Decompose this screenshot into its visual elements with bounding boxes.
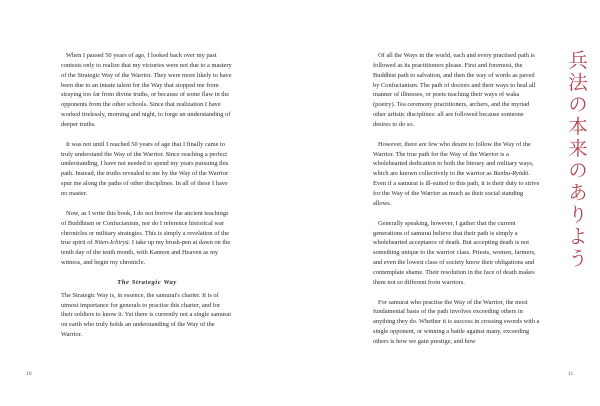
paragraph-text: . Even if a samurai is ill-suited to this path, it is their duty to strive for the Way of the Warrior as much as their social standing allows.: [373, 170, 540, 207]
paragraph-text: . I take up my brush-pen at dawn on the tenth day of the tenth month, with Kannon and Heaven as my witness, and begin my chronicle.: [61, 239, 231, 267]
vertical-japanese-title: 兵法の本来のありよう: [565, 50, 588, 270]
paragraph-text: Now, as I write this book, I do not borrow the ancient teachings of Buddhism or Confucianism, nor do I reference historical war chronicles or military strategies. This is simply a revelation of the true spirit of: [61, 209, 229, 247]
italic-term: Niten-Ichiryū: [94, 239, 129, 247]
paragraph-text: However, there are few who desire to follow the Way of the Warrior. The true path for the Way of the Warrior is a wholehearted dedication to both the literary and military ways, which are known collectively to the warrior as: [373, 140, 534, 178]
paragraph: For samurai who practise the Way of the Warrior, the most fundamental basis of the path involves exceeding others in anything they do. Whether it is success in crossing swords with a single opponent, or winning a battle against many, exceeding others is how we gain prestige, and how: [373, 298, 540, 345]
paragraph: [61, 209, 233, 268]
right-text-column: [373, 51, 541, 357]
section-heading: The Strategic Way: [117, 278, 177, 286]
paragraph: It was not until I reached 50 years of age that I finally came to truly understand the Way of the Warrior. Since reaching a perfect understanding, I have not needed to spend my years pursuing this path. Instead, the truths revealed to me by the Way of the Warrior spur me along the paths of other disciplines. In all of these I have no master.: [61, 140, 229, 197]
italic-term: Bunbu-Ryōdō: [493, 170, 529, 178]
left-text-column: [61, 51, 233, 340]
paragraph: Of all the Ways in the world, each and every practised path is followed as its practitioners please. First and foremost, the Buddhist path to salvation, and then the way of words as paved by Confucianism. The path of doctors and their ways to heal all manner of illnesses, or poets teaching their ways of waka (poetry). Tea ceremony practitioners, archers, and the myriad other artistic disciplines: all are followed because someone desires to do so.: [373, 52, 536, 128]
paragraph: [373, 140, 541, 209]
paragraph: The Strategic Way is, in essence, the samurai's charter. It is of utmost importance for generals to practise this charter, and for their soldiers to know it. Yet there is currently not a single samurai on earth who truly holds an understanding of the Way of the Warrior.: [61, 291, 232, 339]
paragraph: Generally speaking, however, I gather that the current generations of samurai believe that their path is simply a wholehearted acceptance of death. But accepting death is not something unique to the warrior class. Priests, women, farmers, and even the lowest class of society know their obligations and contemplate shame. Their resolution in the face of death makes them not so different from warriors.: [373, 219, 536, 286]
right-page: [300, 0, 600, 406]
paragraph: When I passed 50 years of age, I looked back over my past contests only to realize that my victories were not due to a mastery of the Strategic Way of the Warrior. They were more likely to have been due to an innate talent for the Way that stopped me from straying too far from divine truths, or because of some flaw in the opponents from the other schools. Since that realization I have worked tirelessly, morning and night, to forge an understanding of deeper truths.: [61, 52, 232, 128]
page-number: 11: [568, 371, 574, 377]
page-number: 10: [26, 371, 32, 377]
